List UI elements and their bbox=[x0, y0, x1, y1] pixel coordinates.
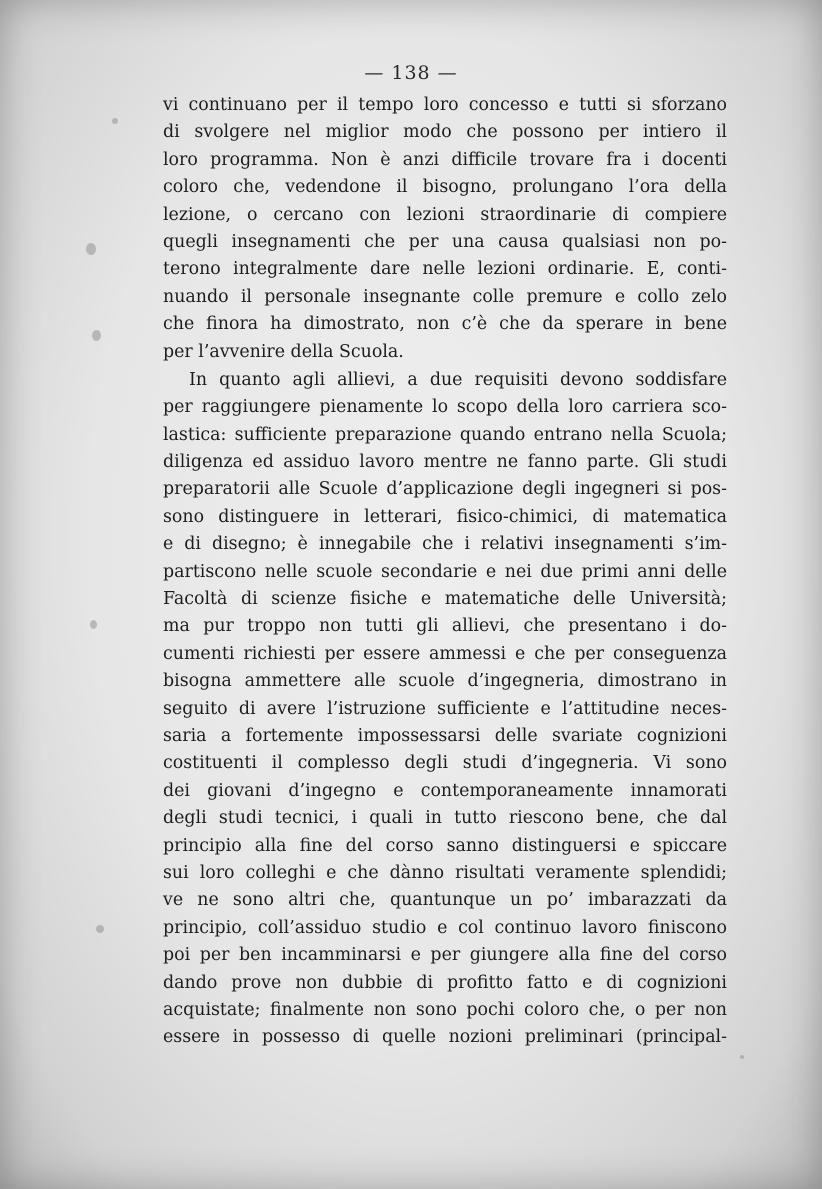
paragraph-1 bbox=[163, 92, 727, 366]
paragraph-2 bbox=[163, 367, 727, 1052]
text-line: sui loro colleghi e che dànno risultati veramente splendidi; bbox=[163, 862, 727, 883]
paper-speck bbox=[112, 118, 118, 124]
text-line: lastica: sufficiente preparazione quando entrano nella Scuola; bbox=[163, 424, 727, 445]
text-line: seguito di avere l’istruzione sufficiente e l’attitudine neces- bbox=[163, 698, 727, 719]
text-line: preparatorii alle Scuole d’applicazione degli ingegneri si pos- bbox=[163, 479, 727, 500]
text-line: bisogna ammettere alle scuole d’ingegneria, dimostrano in bbox=[163, 671, 727, 692]
paper-speck bbox=[86, 243, 96, 255]
text-line: terono integralmente dare nelle lezioni ordinarie. E, conti- bbox=[163, 259, 727, 280]
text-line: sono distinguere in letterari, fisico-chimici, di matematica bbox=[163, 506, 727, 527]
text-line: che finora ha dimostrato, non c’è che da sperare in bene bbox=[163, 314, 727, 335]
text-line: per raggiungere pienamente lo scopo della loro carriera sco- bbox=[163, 397, 727, 418]
text-line: degli studi tecnici, i quali in tutto riescono bene, che dal bbox=[163, 808, 727, 829]
paper-speck bbox=[740, 1055, 744, 1059]
paper-speck bbox=[90, 620, 97, 629]
text-line: In quanto agli allievi, a due requisiti devono soddisfare bbox=[189, 369, 727, 390]
text-line: ma pur troppo non tutti gli allievi, che presentano i do- bbox=[163, 616, 727, 637]
text-line: lezione, o cercano con lezioni straordinarie di compiere bbox=[163, 204, 727, 225]
text-line: poi per ben incamminarsi e per giungere alla fine del corso bbox=[163, 945, 727, 966]
text-line: costituenti il complesso degli studi d’ingegneria. Vi sono bbox=[163, 753, 727, 774]
text-line: principio, coll’assiduo studio e col continuo lavoro finiscono bbox=[163, 917, 727, 938]
text-line: vi continuano per il tempo loro concesso e tutti si sforzano bbox=[163, 95, 727, 115]
text-line: dei giovani d’ingegno e contemporaneamente innamorati bbox=[163, 780, 727, 801]
text-line: cumenti richiesti per essere ammessi e che per conseguenza bbox=[163, 643, 727, 664]
text-line: e di disegno; è innegabile che i relativi insegnamenti s’im- bbox=[163, 534, 727, 555]
text-line: loro programma. Non è anzi difficile trovare fra i docenti bbox=[163, 149, 727, 170]
text-line: partiscono nelle scuole secondarie e nei due primi anni delle bbox=[163, 561, 727, 582]
text-line: di svolgere nel miglior modo che possono per intiero il bbox=[163, 122, 727, 143]
paper-speck bbox=[96, 925, 104, 933]
text-line: coloro che, vedendone il bisogno, prolungano l’ora della bbox=[163, 177, 727, 198]
text-line: acquistate; finalmente non sono pochi coloro che, o per non bbox=[163, 999, 727, 1020]
text-line: essere in possesso di quelle nozioni preliminari (principal- bbox=[163, 1027, 727, 1048]
text-line: per l’avvenire della Scuola. bbox=[163, 341, 404, 362]
text-line: dando prove non dubbie di profitto fatto e di cognizioni bbox=[163, 972, 727, 993]
text-line: principio alla fine del corso sanno distinguersi e spiccare bbox=[163, 835, 727, 856]
text-line: diligenza ed assiduo lavoro mentre ne fanno parte. Gli studi bbox=[163, 452, 727, 473]
text-line: quegli insegnamenti che per una causa qualsiasi non po- bbox=[163, 231, 727, 252]
paper-speck bbox=[92, 330, 101, 341]
text-line: ve ne sono altri che, quantunque un po’ imbarazzati da bbox=[163, 890, 727, 911]
text-line: saria a fortemente impossessarsi delle svariate cognizioni bbox=[163, 725, 727, 746]
page-number: — 138 — bbox=[364, 62, 458, 84]
text-line: nuando il personale insegnante colle premure e collo zelo bbox=[163, 286, 727, 307]
text-line: Facoltà di scienze fisiche e matematiche delle Università; bbox=[163, 589, 727, 610]
body-text bbox=[163, 92, 727, 1052]
